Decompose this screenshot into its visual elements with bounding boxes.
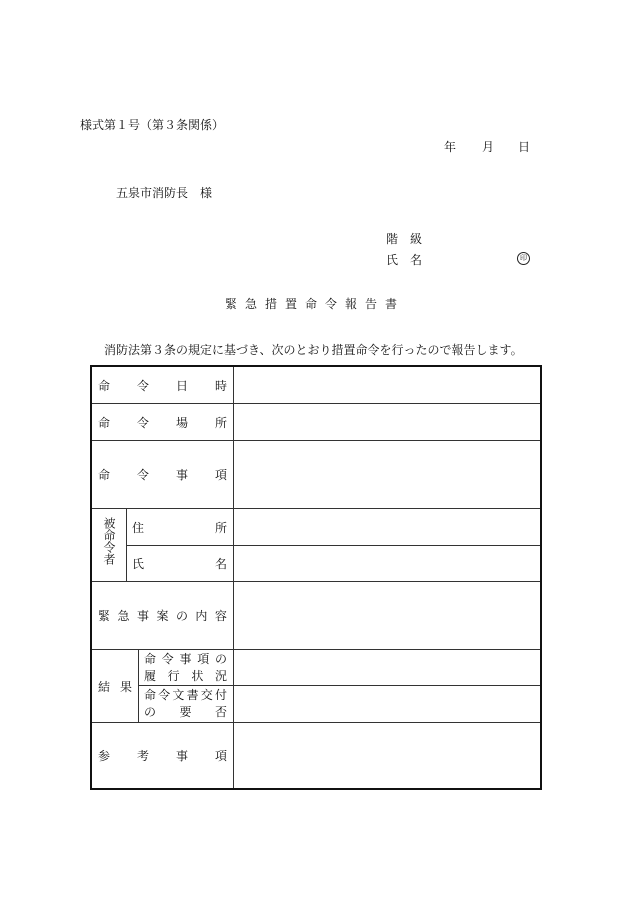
value-performance-status[interactable]	[236, 653, 536, 683]
value-remarks[interactable]	[236, 727, 536, 785]
report-form-table	[90, 365, 542, 790]
document-title: 緊急措置命令報告書	[224, 297, 405, 311]
row-divider	[138, 685, 540, 686]
date-month-label: 月	[482, 140, 495, 154]
label-remarks: 参 考 事 項	[98, 749, 227, 763]
value-order-datetime[interactable]	[236, 371, 536, 401]
row-divider	[92, 649, 540, 650]
rank-label: 階 級	[386, 232, 423, 246]
label-order-place: 命 令 場 所	[98, 415, 227, 430]
date-year-label: 年	[444, 140, 457, 154]
label-order-matter: 命 令 事 項	[98, 468, 227, 482]
column-divider	[126, 508, 127, 581]
value-document-delivery[interactable]	[236, 689, 536, 719]
column-divider	[138, 649, 139, 722]
label-subject-address: 住 所	[132, 520, 227, 535]
value-order-place[interactable]	[236, 408, 536, 438]
date-day-label: 日	[518, 140, 531, 154]
label-order-datetime: 命 令 日 時	[98, 378, 227, 393]
reporter-name-label: 氏 名	[386, 253, 423, 267]
seal-mark: 印	[517, 252, 530, 265]
value-subject-address[interactable]	[236, 513, 536, 543]
value-emergency-content[interactable]	[236, 586, 536, 646]
recipient: 五泉市消防長 様	[116, 186, 213, 200]
label-emergency-content: 緊 急 事 案 の 内 容	[98, 609, 227, 623]
column-divider	[233, 367, 234, 788]
label-result-group: 結 果	[98, 679, 132, 694]
value-order-matter[interactable]	[236, 445, 536, 505]
value-subject-name[interactable]	[236, 550, 536, 580]
label-subject-group: 被命令者	[102, 517, 116, 565]
form-number: 様式第１号（第３条関係）	[80, 118, 225, 132]
intro-text: 消防法第３条の規定に基づき、次のとおり措置命令を行ったので報告します。	[104, 343, 523, 357]
label-subject-name: 氏 名	[132, 557, 227, 571]
label-performance-status: 命 令 事 項 の 履 行 状 況	[144, 652, 227, 683]
label-document-delivery: 命 令 文 書 交 付 の 要 否	[144, 688, 227, 719]
